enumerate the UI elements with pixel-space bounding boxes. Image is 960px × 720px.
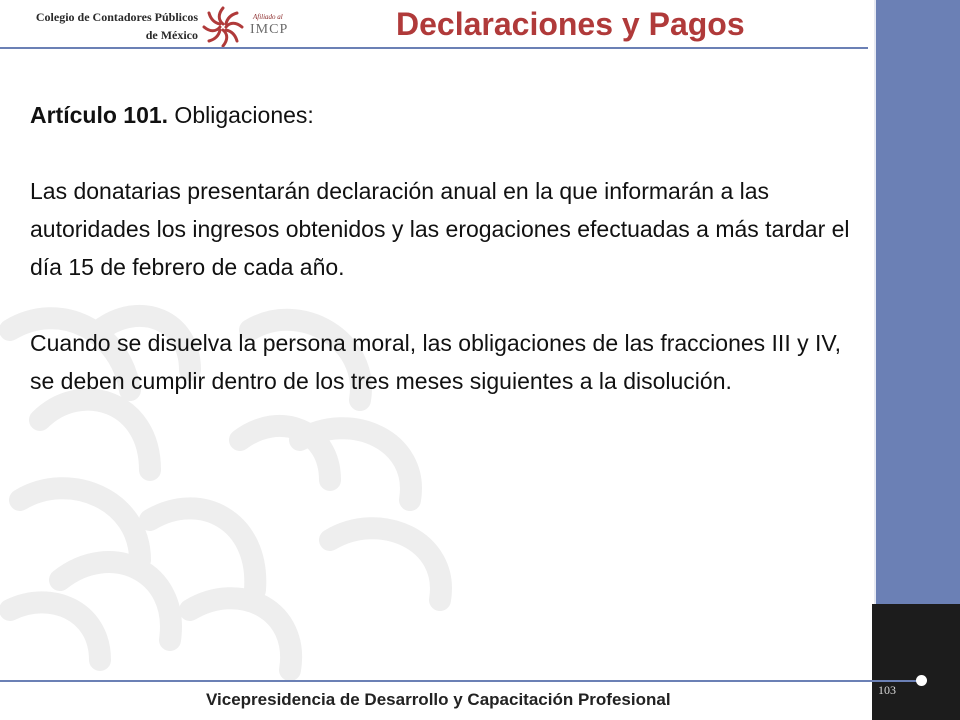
footer-divider <box>0 680 924 682</box>
slide-body <box>30 96 860 438</box>
article-number: Artículo 101. <box>30 102 169 128</box>
affiliation-org: IMCP <box>250 22 289 37</box>
header-divider <box>0 47 868 49</box>
footer-dot <box>916 675 927 686</box>
ccpm-flower-logo-icon <box>200 4 246 50</box>
paragraph-1: Las donatarias presentarán declaración anual en la que informarán a las autoridades los ingresos obtenidos y las erogaciones efectuadas a más tardar el día 15 de febrero de cada año. <box>30 178 850 280</box>
slide-number: 103 <box>878 683 896 697</box>
right-accent-panel <box>872 0 960 604</box>
affiliation-label: Afiliado al <box>253 13 283 21</box>
footer-text: Vicepresidencia de Desarrollo y Capacitación Profesional <box>206 690 671 709</box>
org-name-line2: de México <box>145 28 198 42</box>
article-subject: Obligaciones: <box>168 102 314 128</box>
slide-title: Declaraciones y Pagos <box>396 6 745 42</box>
corner-block <box>872 604 960 720</box>
right-accent-strip <box>874 0 876 604</box>
article-heading <box>30 96 860 134</box>
organization-name <box>18 8 198 44</box>
paragraph-2: Cuando se disuelva la persona moral, las obligaciones de las fracciones III y IV, se deben cumplir dentro de los tres meses siguientes a la disolución. <box>30 330 841 394</box>
org-name-line1: Colegio de Contadores Públicos <box>35 10 198 24</box>
